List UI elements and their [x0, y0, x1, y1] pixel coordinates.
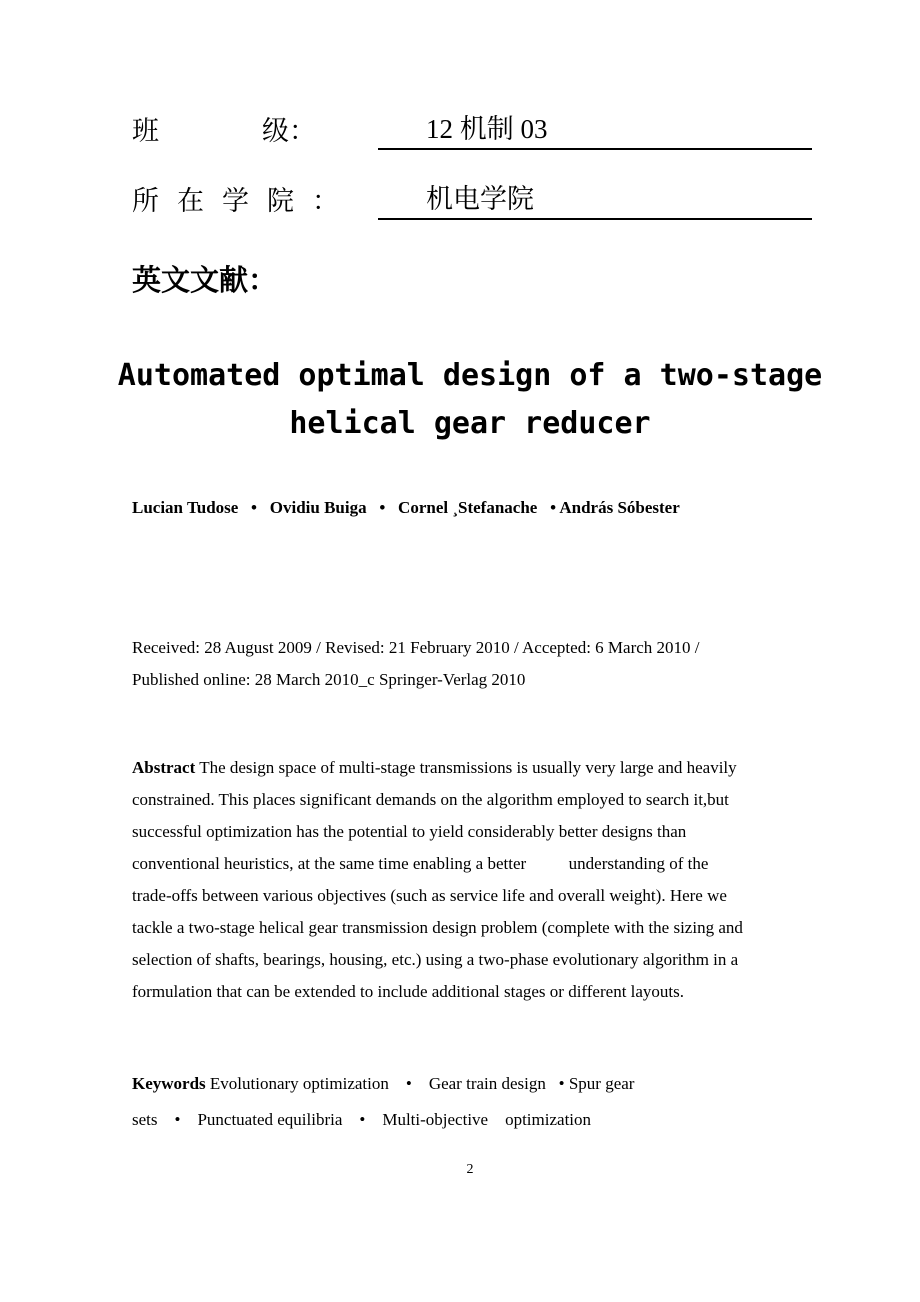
abstract-line: successful optimization has the potential to yield considerably better designs than: [132, 822, 687, 841]
author-list: Lucian Tudose • Ovidiu Buiga • Cornel ¸Stefanache • András Sóbester: [132, 498, 680, 517]
keywords-line: [132, 1066, 822, 1102]
school-underline: [378, 218, 812, 220]
school-label: 所在学院：: [132, 186, 357, 217]
abstract-line: tackle a two-stage helical gear transmission design problem (complete with the sizing and: [132, 918, 743, 937]
paper-title-line-2: helical gear reducer: [289, 406, 651, 441]
keywords-label: Keywords: [132, 1074, 206, 1093]
keywords-line: sets • Punctuated equilibria • Multi-objective optimization: [132, 1110, 592, 1129]
class-field: [132, 110, 812, 150]
school-value: 机电学院: [426, 184, 534, 214]
abstract-line: selection of shafts, bearings, housing, etc.) using a two-phase evolutionary algorithm in a: [132, 950, 739, 969]
publication-history-line-2: Published online: 28 March 2010_c Springer-Verlag 2010: [132, 670, 526, 689]
abstract-line: constrained. This places significant demands on the algorithm employed to search it,but: [132, 790, 729, 809]
abstract-line: trade-offs between various objectives (such as service life and overall weight). Here we: [132, 886, 727, 905]
abstract-text: The design space of multi-stage transmissions is usually very large and heavily: [195, 758, 737, 777]
keywords-text: Evolutionary optimization • Gear train design • Spur gear: [205, 1074, 635, 1093]
publication-history: [132, 632, 812, 696]
class-label: 班 级：: [132, 116, 316, 147]
abstract-line: formulation that can be extended to include additional stages or different layouts.: [132, 982, 685, 1001]
abstract: [132, 752, 822, 1008]
class-underline: [378, 148, 812, 150]
keywords: [132, 1066, 822, 1138]
paper-title-line-1: Automated optimal design of a two-stage: [117, 358, 823, 393]
page-number: 2: [466, 1162, 474, 1177]
abstract-label: Abstract: [132, 758, 196, 777]
publication-history-line-1: Received: 28 August 2009 / Revised: 21 February 2010 / Accepted: 6 March 2010 /: [132, 638, 700, 657]
abstract-line: [132, 752, 822, 784]
section-heading: 英文文献：: [132, 263, 278, 297]
paper-title: [100, 352, 840, 448]
class-value: 12 机制 03: [426, 114, 548, 144]
school-field: [132, 180, 812, 220]
abstract-line: conventional heuristics, at the same time enabling a better understanding of the: [132, 854, 709, 873]
